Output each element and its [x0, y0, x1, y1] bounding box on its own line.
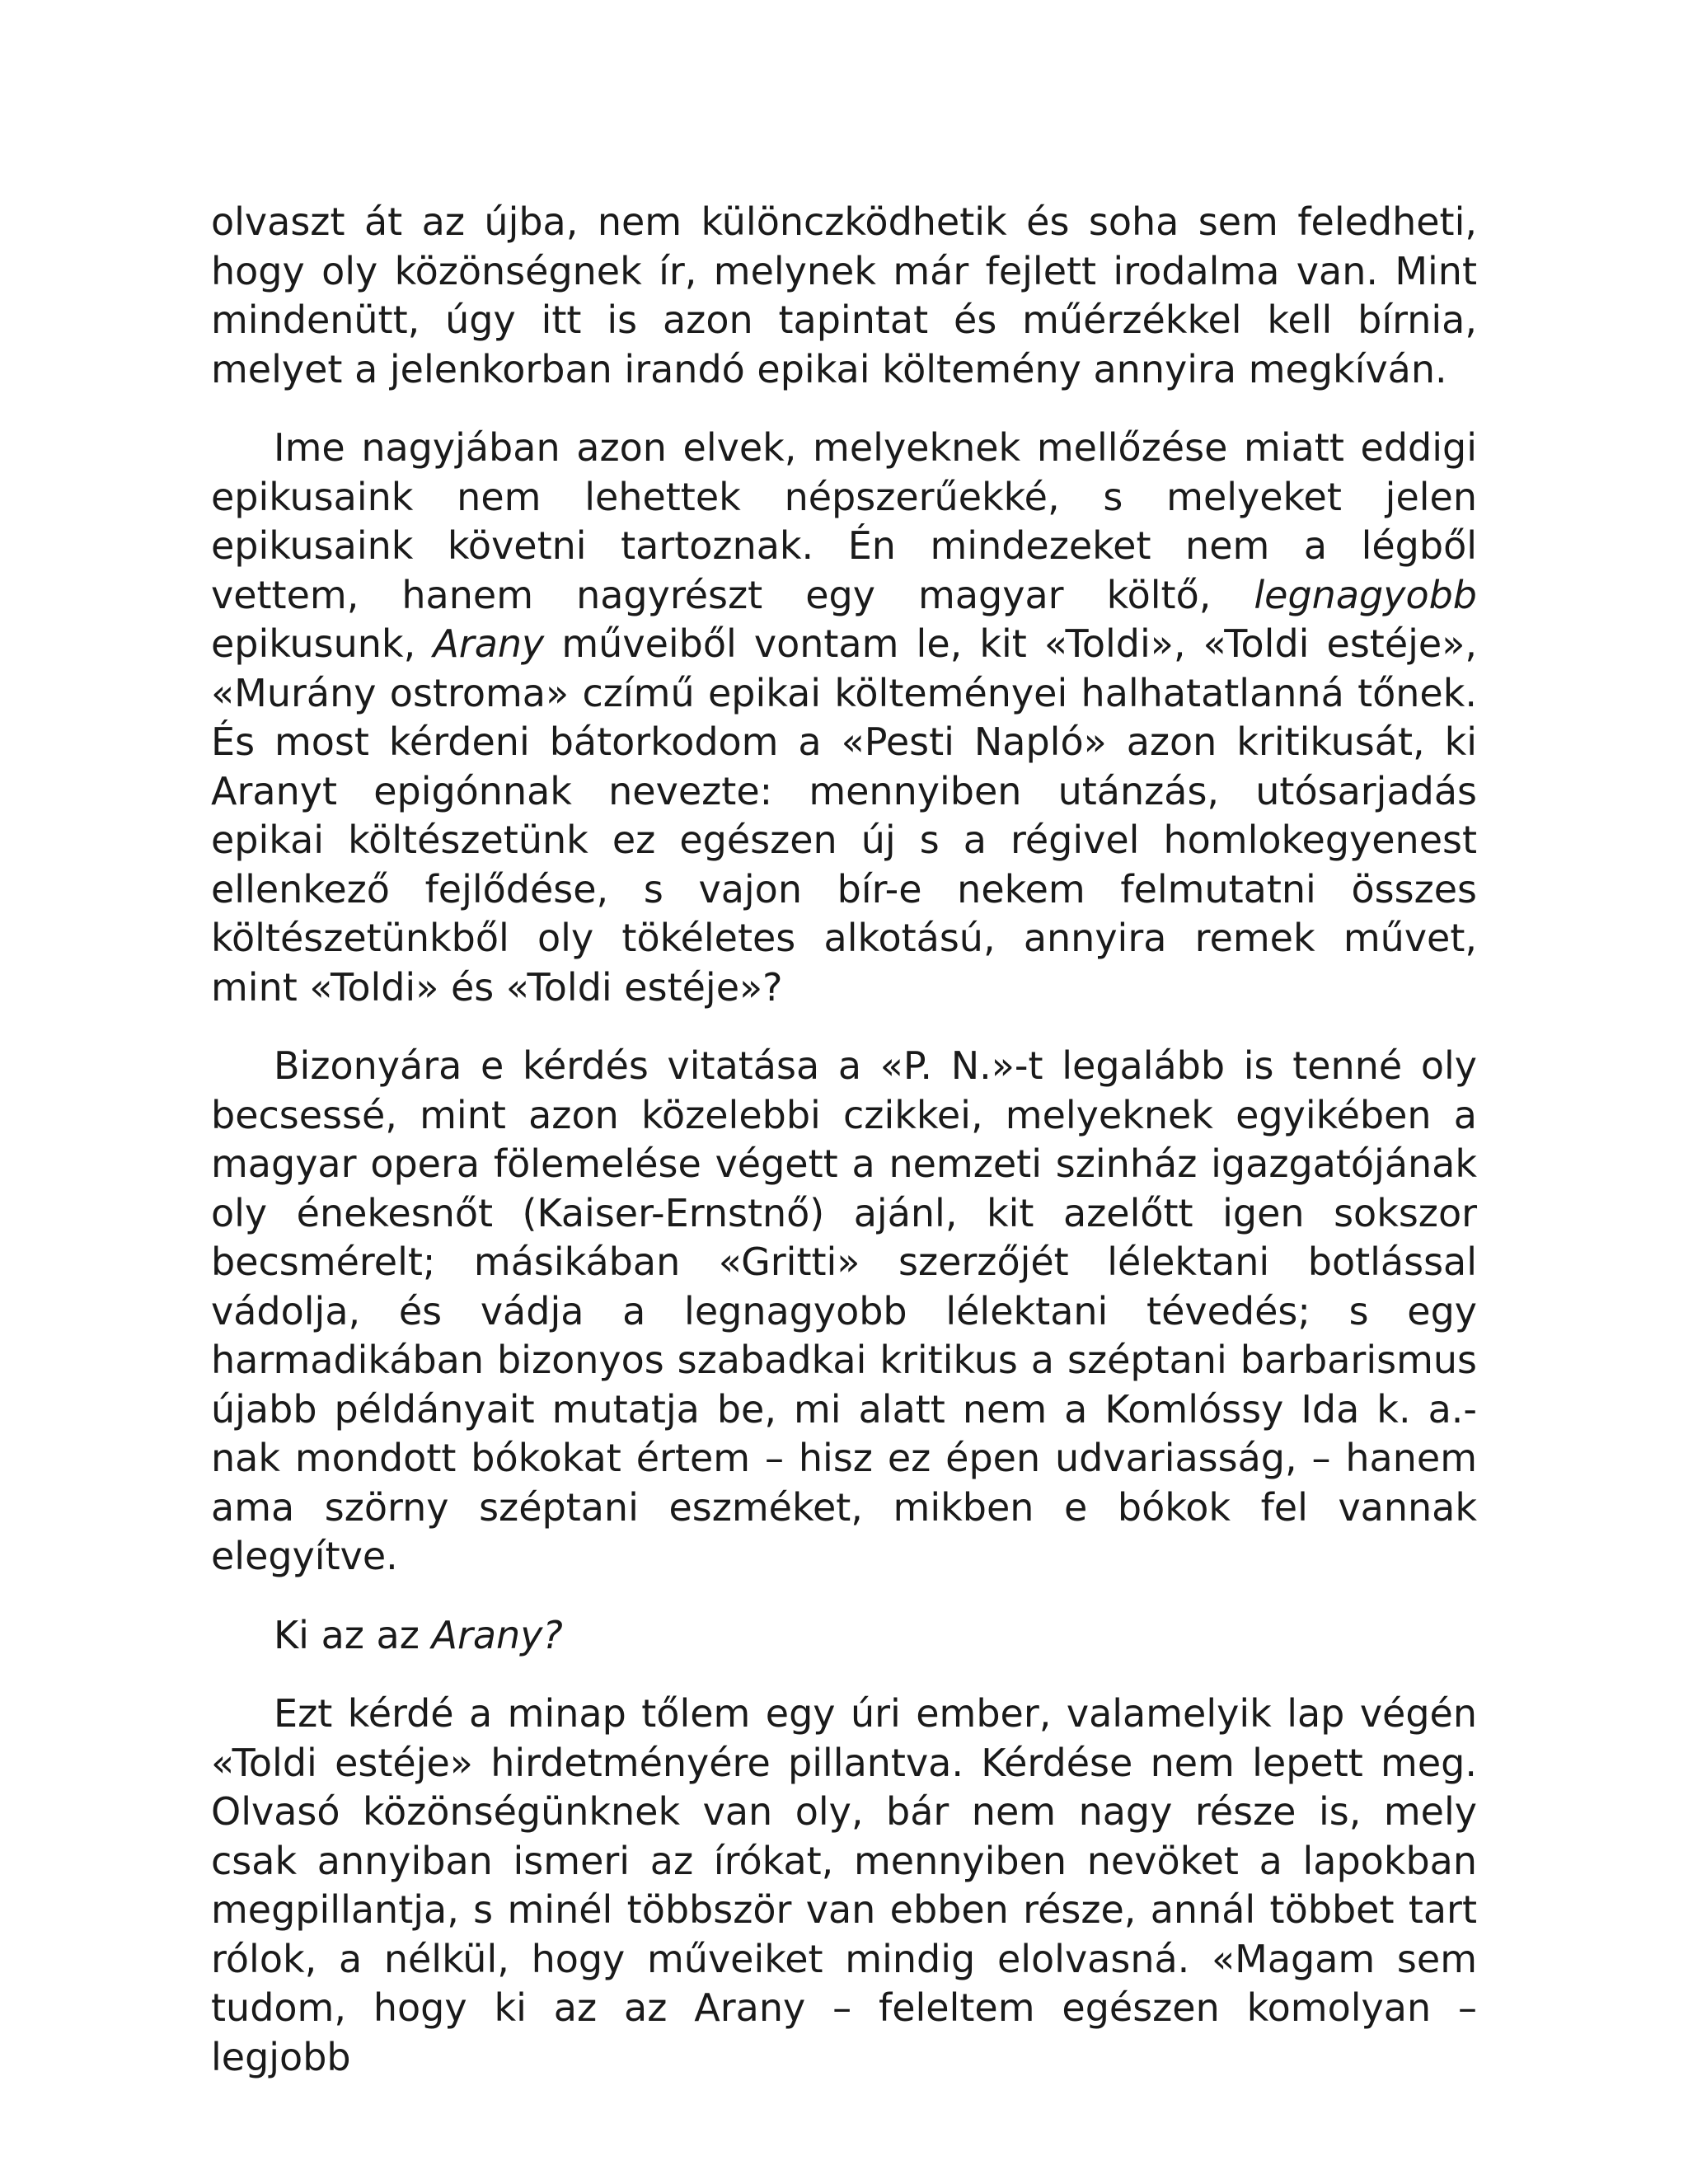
italic-segment: legnagyobb: [1254, 572, 1477, 617]
paragraph-4: [211, 1611, 1477, 1661]
text-segment: Ime nagyjában azon elvek, melyeknek mellőzése miatt eddigi epikusaink nem lehettek népszerűekké, s melyeket jelen epikusaink követni tartoznak. Én mindezeket nem a légből vettem, hanem nagyrészt egy magyar költő,: [211, 425, 1477, 617]
text-segment: olvaszt át az újba, nem különczködhetik és soha sem feledheti, hogy oly közönségnek ír, melynek már fejlett irodalma van. Mint mindenütt, úgy itt is azon tapintat és műérzékkel kell bírnia, melyet a jelenkorban irandó epikai költemény annyira megkíván.: [211, 199, 1477, 391]
text-segment: műveiből vontam le, kit «Toldi», «Toldi estéje», «Murány ostroma» czímű epikai költeményei halhatatlanná tőnek. És most kérdeni bátorkodom a «Pesti Napló» azon kritikusát, ki Aranyt epigónnak nevezte: mennyiben utánzás, utósarjadás epikai költészetünk ez egészen új s a régivel homlokegyenest ellenkező fejlődése, s vajon bír-e nekem felmutatni összes költészetünkből oly tökéletes alkotású, annyira remek művet, mint «Toldi» és «Toldi estéje»?: [211, 621, 1477, 1010]
text-segment: epikusunk,: [211, 621, 434, 666]
paragraph-3: [211, 1042, 1477, 1582]
paragraph-5: [211, 1690, 1477, 2082]
text-segment: Ki az az: [274, 1612, 432, 1657]
paragraph-1: [211, 198, 1477, 394]
text-segment: Ezt kérdé a minap tőlem egy úri ember, valamelyik lap végén «Toldi estéje» hirdetményére pillantva. Kérdése nem lepett meg. Olvasó közönségünknek van oly, bár nem nagy része is, mely csak annyiban ismeri az írókat, mennyiben nevöket a lapokban megpillantja, s minél többször van ebben része, annál többet tart rólok, a nélkül, hogy műveiket mindig elolvasná. «Magam sem tudom, hogy ki az az Arany – feleltem egészen komolyan – legjobb: [211, 1691, 1477, 2079]
italic-segment: Arany: [433, 621, 545, 666]
body-text: [211, 198, 1477, 2111]
text-segment: Bizonyára e kérdés vitatása a «P. N.»-t legalább is tenné oly becsessé, mint azon közelebbi czikkei, melyeknek egyikében a magyar opera fölemelése végett a nemzeti szinház igazgatójának oly énekesnőt (Kaiser-Ernstnő) ajánl, kit azelőtt igen sokszor becsmérelt; másikában «Gritti» szerzőjét lélektani botlással vádolja, és vádja a legnagyobb lélektani tévedés; s egy harmadikában bizonyos szabadkai kritikus a széptani barbarismus újabb példányait mutatja be, mi alatt nem a Komlóssy Ida k. a.-nak mondott bókokat értem – hisz ez épen udvariasság, – hanem ama szörny széptani eszméket, mikben e bókok fel vannak elegyítve.: [211, 1043, 1477, 1578]
paragraph-2: [211, 424, 1477, 1012]
italic-segment: Arany?: [431, 1612, 563, 1657]
